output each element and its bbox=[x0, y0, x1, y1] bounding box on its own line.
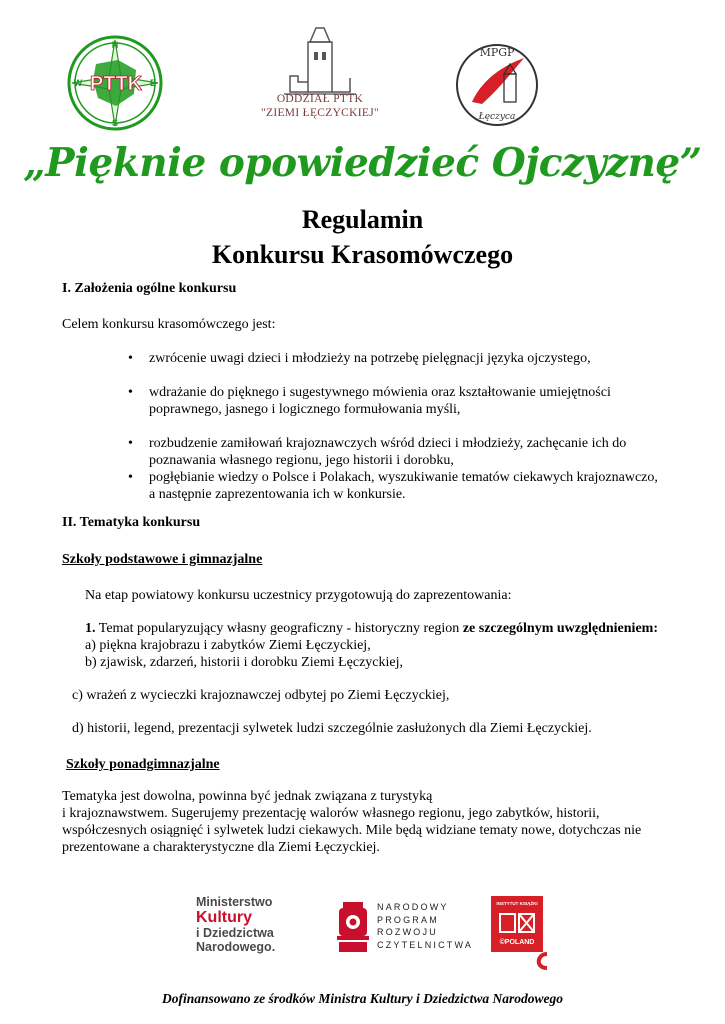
pttk-letters: PTTK bbox=[89, 73, 143, 95]
mpgp-label: MPGP bbox=[479, 46, 515, 59]
bullet-icon: • bbox=[128, 351, 133, 366]
item-a: a) piękna krajobrazu i zabytków Ziemi Łęczyckiej, bbox=[85, 638, 371, 653]
item1-text: Temat popularyzujący własny geograficzny - historyczny region bbox=[98, 621, 463, 636]
compass-s: S bbox=[111, 118, 119, 128]
footer-funding-note: Dofinansowano ze środków Ministra Kultury i Dziedzictwa Narodowego bbox=[162, 991, 563, 1006]
list-item: • zwrócenie uwagi dzieci i młodzieży na potrzebę pielęgnacji języka ojczystego, bbox=[128, 351, 591, 366]
nprc-train-icon bbox=[335, 900, 371, 954]
ik-bottom-label: ©POLAND bbox=[499, 939, 535, 946]
nprc-logo-text: NARODOWY PROGRAM ROZWOJU CZYTELNICTWA bbox=[377, 902, 474, 950]
oddzial-line2: "ZIEMI ŁĘCZYCKIEJ" bbox=[261, 107, 379, 119]
list-item: • rozbudzenie zamiłowań krajoznawczych wśród dzieci i młodzieży, zachęcanie ich do poznawania własnego regionu, jego historii i dorobku, bbox=[128, 436, 627, 468]
compass-n: N bbox=[111, 40, 119, 50]
item-b: b) zjawisk, zdarzeń, historii i dorobku Ziemi Łęczyckiej, bbox=[85, 655, 404, 670]
bullet-icon: • bbox=[128, 385, 133, 400]
slogan: „Pięknie opowiedzieć Ojczyznę” bbox=[23, 140, 702, 186]
mpgp-city: Łęczyca bbox=[478, 112, 516, 122]
list-item: • wdrażanie do pięknego i sugestywnego mówienia oraz kształtowanie umiejętności poprawnego, jasnego i logicznego formułowania myśli, bbox=[128, 385, 611, 417]
title-line1: Regulamin bbox=[301, 205, 424, 234]
list-item: • pogłębianie wiedzy o Polsce i Polakach, wyszukiwanie tematów ciekawych krajoznawczo, a następnie zaprezentowania ich w konkursie. bbox=[128, 470, 658, 502]
section1-heading: I. Założenia ogólne konkursu bbox=[62, 281, 237, 296]
goals-list bbox=[128, 350, 709, 503]
sub2-heading: Szkoły ponadgimnazjalne bbox=[66, 757, 220, 772]
compass-e: E bbox=[149, 78, 157, 88]
ministry-logo: Ministerstwo Kultury i Dziedzictwa Narodowego. bbox=[196, 895, 276, 954]
instytut-ksiazki-logo bbox=[491, 896, 549, 970]
item1-bold: ze szczególnym uwzględnieniem: bbox=[462, 621, 658, 636]
item-d: d) historii, legend, prezentacji sylwetek ludzi szczególnie zasłużonych dla Ziemi Łęczyckiej. bbox=[72, 721, 592, 736]
sub2-paragraph: Tematyka jest dowolna, powinna być jednak związana z turystyką i krajoznawstwem. Sugerujemy prezentację walorów własnego regionu, jego zabytków, historii, współczesnych osiągnięć i sylwetek ludzi ciekawych. Mile będą widziane tematy nowe, dotychczas nie prezentowane a charakterystyczne dla Ziemi Łęczyckiej. bbox=[62, 789, 642, 855]
item1 bbox=[85, 620, 715, 637]
section1-intro: Celem konkursu krasomówczego jest: bbox=[62, 317, 276, 332]
bullet-icon: • bbox=[128, 470, 133, 485]
title-line2: Konkursu Krasomówczego bbox=[211, 240, 514, 269]
item-c: c) wrażeń z wycieczki krajoznawczej odbytej po Ziemi Łęczyckiej, bbox=[72, 688, 450, 703]
oddzial-line1: ODDZIAŁ PTTK bbox=[276, 93, 364, 105]
pttk-logo bbox=[66, 34, 164, 132]
item1-number: 1. bbox=[85, 621, 96, 636]
oddzial-logo-text bbox=[255, 92, 385, 120]
sub1-intro: Na etap powiatowy konkursu uczestnicy przygotowują do zaprezentowania: bbox=[85, 588, 512, 603]
section2-heading: II. Tematyka konkursu bbox=[62, 515, 201, 530]
sub1-heading: Szkoły podstawowe i gimnazjalne bbox=[62, 552, 263, 567]
mpgp-logo bbox=[452, 40, 542, 130]
bullet-icon: • bbox=[128, 436, 133, 451]
compass-w: W bbox=[73, 78, 83, 88]
ik-top-label: INSTYTUT KSIĄŻKI bbox=[496, 901, 538, 906]
